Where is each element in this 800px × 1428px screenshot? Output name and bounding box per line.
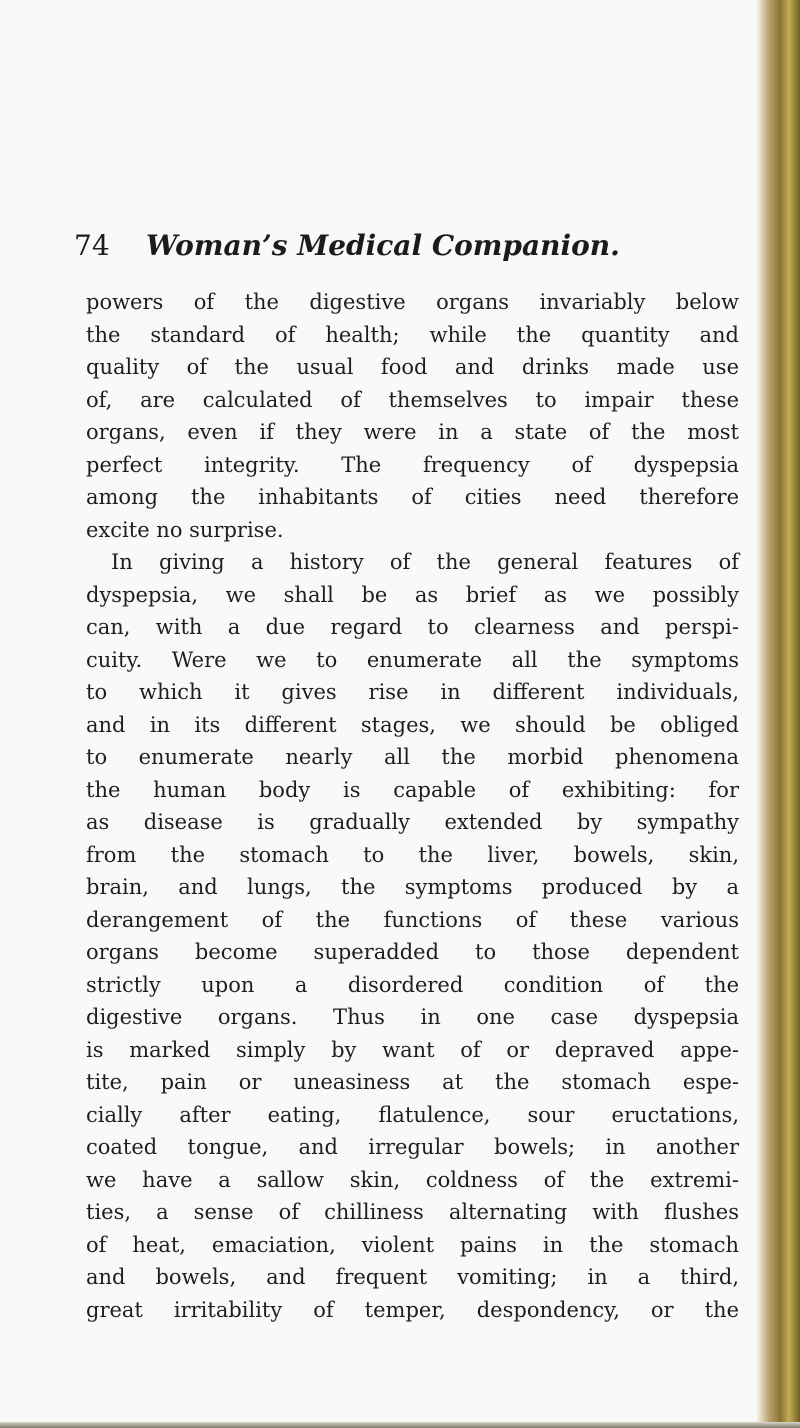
text-line: to which it gives rise in different individuals, [86, 680, 739, 704]
page-number: 74 [74, 229, 110, 262]
text-line: perfect integrity. The frequency of dyspepsia [86, 452, 739, 477]
text-line: organs, even if they were in a state of the most [86, 420, 739, 444]
text-line: great irritability of temper, despondency, or the [86, 1297, 739, 1322]
text-line: and bowels, and frequent vomiting; in a third, [86, 1265, 739, 1289]
text-line: dyspepsia, we shall be as brief as we possibly [86, 582, 739, 607]
text-line: cuity. Were we to enumerate all the symptoms [86, 647, 739, 672]
page-bottom-edge [0, 1422, 800, 1428]
running-title: Woman’s Medical Companion. [146, 229, 620, 262]
text-line: from the stomach to the liver, bowels, skin, [86, 842, 739, 867]
page-header [74, 229, 754, 273]
text-line: as disease is gradually extended by sympathy [86, 810, 739, 834]
body-text [86, 286, 739, 1326]
text-line: to enumerate nearly all the morbid phenomena [86, 745, 739, 769]
text-line: ties, a sense of chilliness alternating with flushes [86, 1200, 739, 1224]
text-line: can, with a due regard to clearness and perspi- [86, 615, 739, 639]
text-line: organs become superadded to those dependent [86, 940, 739, 964]
text-line: digestive organs. Thus in one case dyspepsia [86, 1005, 739, 1029]
text-line: of heat, emaciation, violent pains in the stomach [86, 1232, 739, 1257]
text-line: In giving a history of the general features of [111, 550, 739, 574]
text-line: is marked simply by want of or depraved appe- [86, 1037, 739, 1062]
text-line: among the inhabitants of cities need therefore [86, 485, 739, 509]
text-line: the human body is capable of exhibiting: for [86, 777, 739, 802]
text-line: derangement of the functions of these various [86, 907, 739, 932]
text-line: the standard of health; while the quantity and [86, 322, 739, 347]
text-line: coated tongue, and irregular bowels; in another [86, 1135, 739, 1159]
text-line: we have a sallow skin, coldness of the extremi- [86, 1167, 739, 1192]
text-line: and in its different stages, we should be obliged [86, 712, 739, 737]
text-line: cially after eating, flatulence, sour eructations, [86, 1102, 739, 1127]
text-line: powers of the digestive organs invariably below [86, 290, 739, 314]
text-line: tite, pain or uneasiness at the stomach espe- [86, 1070, 739, 1094]
text-line: excite no surprise. [86, 517, 284, 542]
page-edge-shadow [756, 0, 800, 1428]
text-line: brain, and lungs, the symptoms produced by a [86, 875, 739, 899]
text-line: of, are calculated of themselves to impair these [86, 387, 739, 412]
text-line: quality of the usual food and drinks made use [86, 355, 739, 379]
text-line: strictly upon a disordered condition of the [86, 972, 739, 997]
